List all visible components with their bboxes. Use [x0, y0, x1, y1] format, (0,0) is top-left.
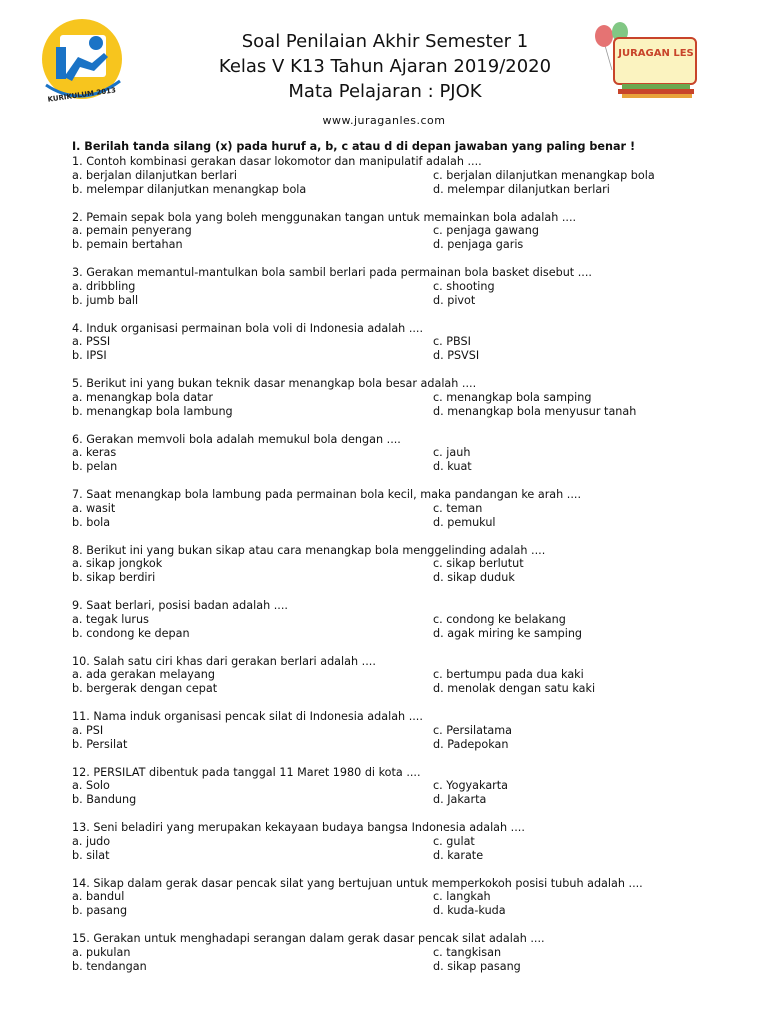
question-item	[72, 377, 752, 433]
option-c[interactable]: c. condong ke belakang	[433, 612, 566, 626]
question-item	[72, 655, 752, 711]
option-a[interactable]: a. pemain penyerang	[72, 224, 192, 238]
option-d[interactable]: d. sikap duduk	[433, 571, 515, 585]
option-c[interactable]: c. berjalan dilanjutkan menangkap bola	[433, 168, 655, 182]
option-row	[72, 349, 752, 363]
option-c[interactable]: c. gulat	[433, 834, 475, 848]
option-row	[72, 904, 752, 918]
option-d[interactable]: d. sikap pasang	[433, 959, 521, 973]
option-b[interactable]: b. melempar dilanjutkan menangkap bola	[72, 182, 307, 196]
juragan-les-logo	[592, 22, 702, 100]
option-c[interactable]: c. sikap berlutut	[433, 557, 524, 571]
option-row	[72, 946, 752, 960]
option-c[interactable]: c. bertumpu pada dua kaki	[433, 668, 584, 682]
option-a[interactable]: a. tegak lurus	[72, 612, 149, 626]
option-row	[72, 890, 752, 904]
option-row	[72, 224, 752, 238]
option-row	[72, 724, 752, 738]
option-c[interactable]: c. Persilatama	[433, 723, 512, 737]
option-a[interactable]: a. judo	[72, 834, 111, 848]
option-row	[72, 627, 752, 641]
option-c[interactable]: c. tangkisan	[433, 945, 502, 959]
option-d[interactable]: d. menangkap bola menyusur tanah	[433, 404, 637, 418]
title-line-2: Kelas V K13 Tahun Ajaran 2019/2020	[218, 56, 552, 77]
question-item	[72, 433, 752, 489]
option-d[interactable]: d. melempar dilanjutkan berlari	[433, 182, 610, 196]
option-row	[72, 557, 752, 571]
question-stem: 7. Saat menangkap bola lambung pada permainan bola kecil, maka pandangan ke arah ....	[72, 488, 582, 501]
option-d[interactable]: d. karate	[433, 848, 484, 862]
option-row	[72, 280, 752, 294]
title-line-1: Soal Penilaian Akhir Semester 1	[241, 31, 529, 52]
option-d[interactable]: d. PSVSI	[433, 349, 480, 363]
option-row	[72, 779, 752, 793]
option-b[interactable]: b. silat	[72, 848, 110, 862]
option-c[interactable]: c. jauh	[433, 446, 471, 460]
question-item	[72, 932, 752, 988]
option-c[interactable]: c. langkah	[433, 890, 491, 904]
question-item	[72, 599, 752, 655]
option-b[interactable]: b. pasang	[72, 904, 128, 918]
option-row	[72, 502, 752, 516]
question-stem: 8. Berikut ini yang bukan sikap atau cara menangkap bola menggelinding adalah ....	[72, 543, 546, 557]
option-b[interactable]: b. condong ke depan	[72, 626, 190, 640]
question-stem: 15. Gerakan untuk menghadapi serangan dalam gerak dasar pencak silat adalah ....	[72, 932, 545, 945]
logo-right-text: JURAGAN LES	[618, 48, 694, 59]
option-c[interactable]: c. penjaga gawang	[433, 224, 539, 238]
question-item	[72, 211, 752, 267]
question-item	[72, 877, 752, 933]
option-b[interactable]: b. pemain bertahan	[72, 238, 183, 252]
option-b[interactable]: b. sikap berdiri	[72, 571, 156, 585]
option-d[interactable]: d. kuda-kuda	[433, 904, 506, 918]
kurikulum-2013-logo	[34, 17, 130, 107]
question-stem: 9. Saat berlari, posisi badan adalah ....	[72, 599, 288, 612]
question-stem: 11. Nama induk organisasi pencak silat di Indonesia adalah ....	[72, 710, 423, 723]
question-stem: 4. Induk organisasi permainan bola voli di Indonesia adalah ....	[72, 321, 424, 335]
option-row	[72, 613, 752, 627]
option-row	[72, 335, 752, 349]
option-c[interactable]: c. menangkap bola samping	[433, 390, 592, 404]
option-row	[72, 460, 752, 474]
option-d[interactable]: d. agak miring ke samping	[433, 626, 583, 640]
option-a[interactable]: a. wasit	[72, 501, 116, 515]
option-a[interactable]: a. dribbling	[72, 279, 136, 293]
option-row	[72, 169, 752, 183]
option-row	[72, 668, 752, 682]
option-c[interactable]: c. Yogyakarta	[433, 779, 509, 793]
question-item	[72, 266, 752, 322]
question-list	[72, 155, 752, 988]
option-a[interactable]: a. keras	[72, 446, 117, 460]
option-d[interactable]: d. kuat	[433, 460, 472, 474]
option-row	[72, 405, 752, 419]
option-a[interactable]: a. pukulan	[72, 945, 131, 959]
question-item	[72, 488, 752, 544]
option-b[interactable]: b. IPSI	[72, 349, 107, 363]
option-d[interactable]: d. Padepokan	[433, 737, 509, 751]
option-b[interactable]: b. Bandung	[72, 793, 137, 807]
option-c[interactable]: c. teman	[433, 501, 483, 515]
option-row	[72, 446, 752, 460]
question-stem: 13. Seni beladiri yang merupakan kekayaan budaya bangsa Indonesia adalah ....	[72, 821, 525, 834]
question-item	[72, 766, 752, 822]
title-line-3: Mata Pelajaran : PJOK	[288, 81, 482, 102]
option-row	[72, 571, 752, 585]
option-row	[72, 835, 752, 849]
option-row	[72, 682, 752, 696]
logo-left-text: KURIKULUM 2013	[47, 86, 117, 104]
option-d[interactable]: d. pemukul	[433, 515, 496, 529]
option-b[interactable]: b. jumb ball	[72, 293, 139, 307]
option-row	[72, 238, 752, 252]
option-d[interactable]: d. menolak dengan satu kaki	[433, 682, 596, 696]
option-b[interactable]: b. menangkap bola lambung	[72, 404, 233, 418]
question-stem: 10. Salah satu ciri khas dari gerakan berlari adalah ....	[72, 654, 376, 668]
instruction-text: I. Berilah tanda silang (x) pada huruf a, b, c atau d di depan jawaban yang paling benar !	[72, 140, 636, 153]
question-stem: 3. Gerakan memantul-mantulkan bola sambil berlari pada permainan bola basket disebut ....	[72, 266, 592, 279]
option-b[interactable]: b. bola	[72, 515, 111, 529]
option-b[interactable]: b. pelan	[72, 460, 118, 474]
option-a[interactable]: a. Solo	[72, 779, 110, 793]
question-stem: 6. Gerakan memvoli bola adalah memukul bola dengan ....	[72, 432, 401, 446]
question-stem: 1. Contoh kombinasi gerakan dasar lokomotor dan manipulatif adalah ....	[72, 155, 482, 168]
option-row	[72, 738, 752, 752]
question-item	[72, 821, 752, 877]
question-stem: 12. PERSILAT dibentuk pada tanggal 11 Maret 1980 di kota ....	[72, 765, 421, 779]
option-row	[72, 793, 752, 807]
option-c[interactable]: c. PBSI	[433, 335, 471, 349]
option-b[interactable]: b. bergerak dengan cepat	[72, 682, 218, 696]
option-d[interactable]: d. penjaga garis	[433, 238, 524, 252]
website-url: www.juraganles.com	[322, 114, 446, 127]
option-a[interactable]: a. ada gerakan melayang	[72, 668, 215, 682]
question-item	[72, 322, 752, 378]
option-a[interactable]: a. berjalan dilanjutkan berlari	[72, 168, 238, 182]
option-a[interactable]: a. sikap jongkok	[72, 557, 163, 571]
option-row	[72, 294, 752, 308]
option-a[interactable]: a. PSI	[72, 723, 104, 737]
question-stem: 2. Pemain sepak bola yang boleh menggunakan tangan untuk memainkan bola adalah ....	[72, 210, 577, 224]
question-stem: 5. Berikut ini yang bukan teknik dasar menangkap bola besar adalah ....	[72, 377, 477, 390]
option-a[interactable]: a. PSSI	[72, 335, 111, 349]
question-item	[72, 710, 752, 766]
option-a[interactable]: a. bandul	[72, 890, 125, 904]
option-row	[72, 391, 752, 405]
option-row	[72, 849, 752, 863]
question-item	[72, 155, 752, 211]
option-d[interactable]: d. pivot	[433, 293, 476, 307]
question-stem: 14. Sikap dalam gerak dasar pencak silat yang bertujuan untuk memperkokoh posisi tubuh adalah ....	[72, 876, 643, 890]
option-a[interactable]: a. menangkap bola datar	[72, 390, 213, 404]
option-d[interactable]: d. Jakarta	[433, 793, 487, 807]
option-row	[72, 960, 752, 974]
option-b[interactable]: b. tendangan	[72, 959, 147, 973]
page-header	[0, 0, 768, 130]
option-row	[72, 516, 752, 530]
question-item	[72, 544, 752, 600]
option-b[interactable]: b. Persilat	[72, 737, 128, 751]
option-row	[72, 183, 752, 197]
option-c[interactable]: c. shooting	[433, 279, 495, 293]
